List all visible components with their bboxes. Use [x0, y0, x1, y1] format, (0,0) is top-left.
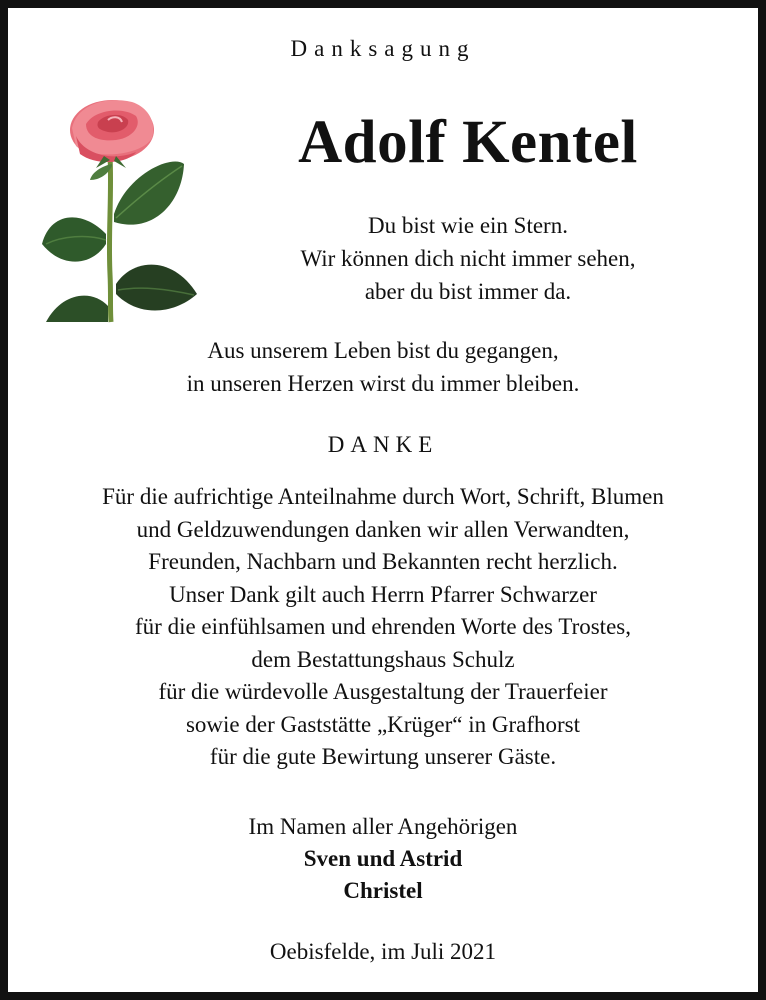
deceased-name: Adolf Kentel — [298, 109, 638, 176]
poem-verse-2 — [8, 334, 758, 400]
signoff-intro: Im Namen aller Angehörigen — [248, 814, 518, 839]
signoff — [8, 811, 758, 907]
notice-heading: Danksagung — [290, 36, 476, 61]
poem-line: Wir können dich nicht immer sehen, — [300, 246, 636, 271]
thanks-body — [8, 481, 758, 774]
body-line: Freunden, Nachbarn und Bekannten recht herzlich. — [148, 549, 618, 574]
thanks-heading: DANKE — [327, 432, 439, 457]
poem-line: Du bist wie ein Stern. — [368, 213, 568, 238]
poem-verse-1 — [178, 209, 758, 308]
body-line: Für die aufrichtige Anteilnahme durch Wort, Schrift, Blumen — [102, 484, 664, 509]
body-line: sowie der Gaststätte „Krüger“ in Grafhorst — [185, 711, 581, 737]
signoff-names: Sven und Astrid — [303, 846, 463, 871]
poem-line: in unseren Herzen wirst du immer bleiben. — [186, 371, 580, 396]
body-line: Unser Dank gilt auch Herrn Pfarrer Schwarzer — [169, 581, 597, 607]
place-date: Oebisfelde, im Juli 2021 — [269, 939, 497, 964]
rose-icon — [32, 94, 202, 324]
body-line: für die einfühlsamen und ehrenden Worte des Trostes, — [135, 614, 631, 639]
poem-line: Aus unserem Leben bist du gegangen, — [207, 338, 559, 363]
body-line: für die gute Bewirtung unserer Gäste. — [209, 744, 557, 769]
signoff-names: Christel — [343, 878, 423, 903]
body-line: dem Bestattungshaus Schulz — [251, 646, 515, 672]
poem-line: aber du bist immer da. — [364, 279, 572, 304]
body-line: und Geldzuwendungen danken wir allen Verwandten, — [136, 516, 630, 542]
body-line: für die würdevolle Ausgestaltung der Trauerfeier — [158, 679, 608, 704]
